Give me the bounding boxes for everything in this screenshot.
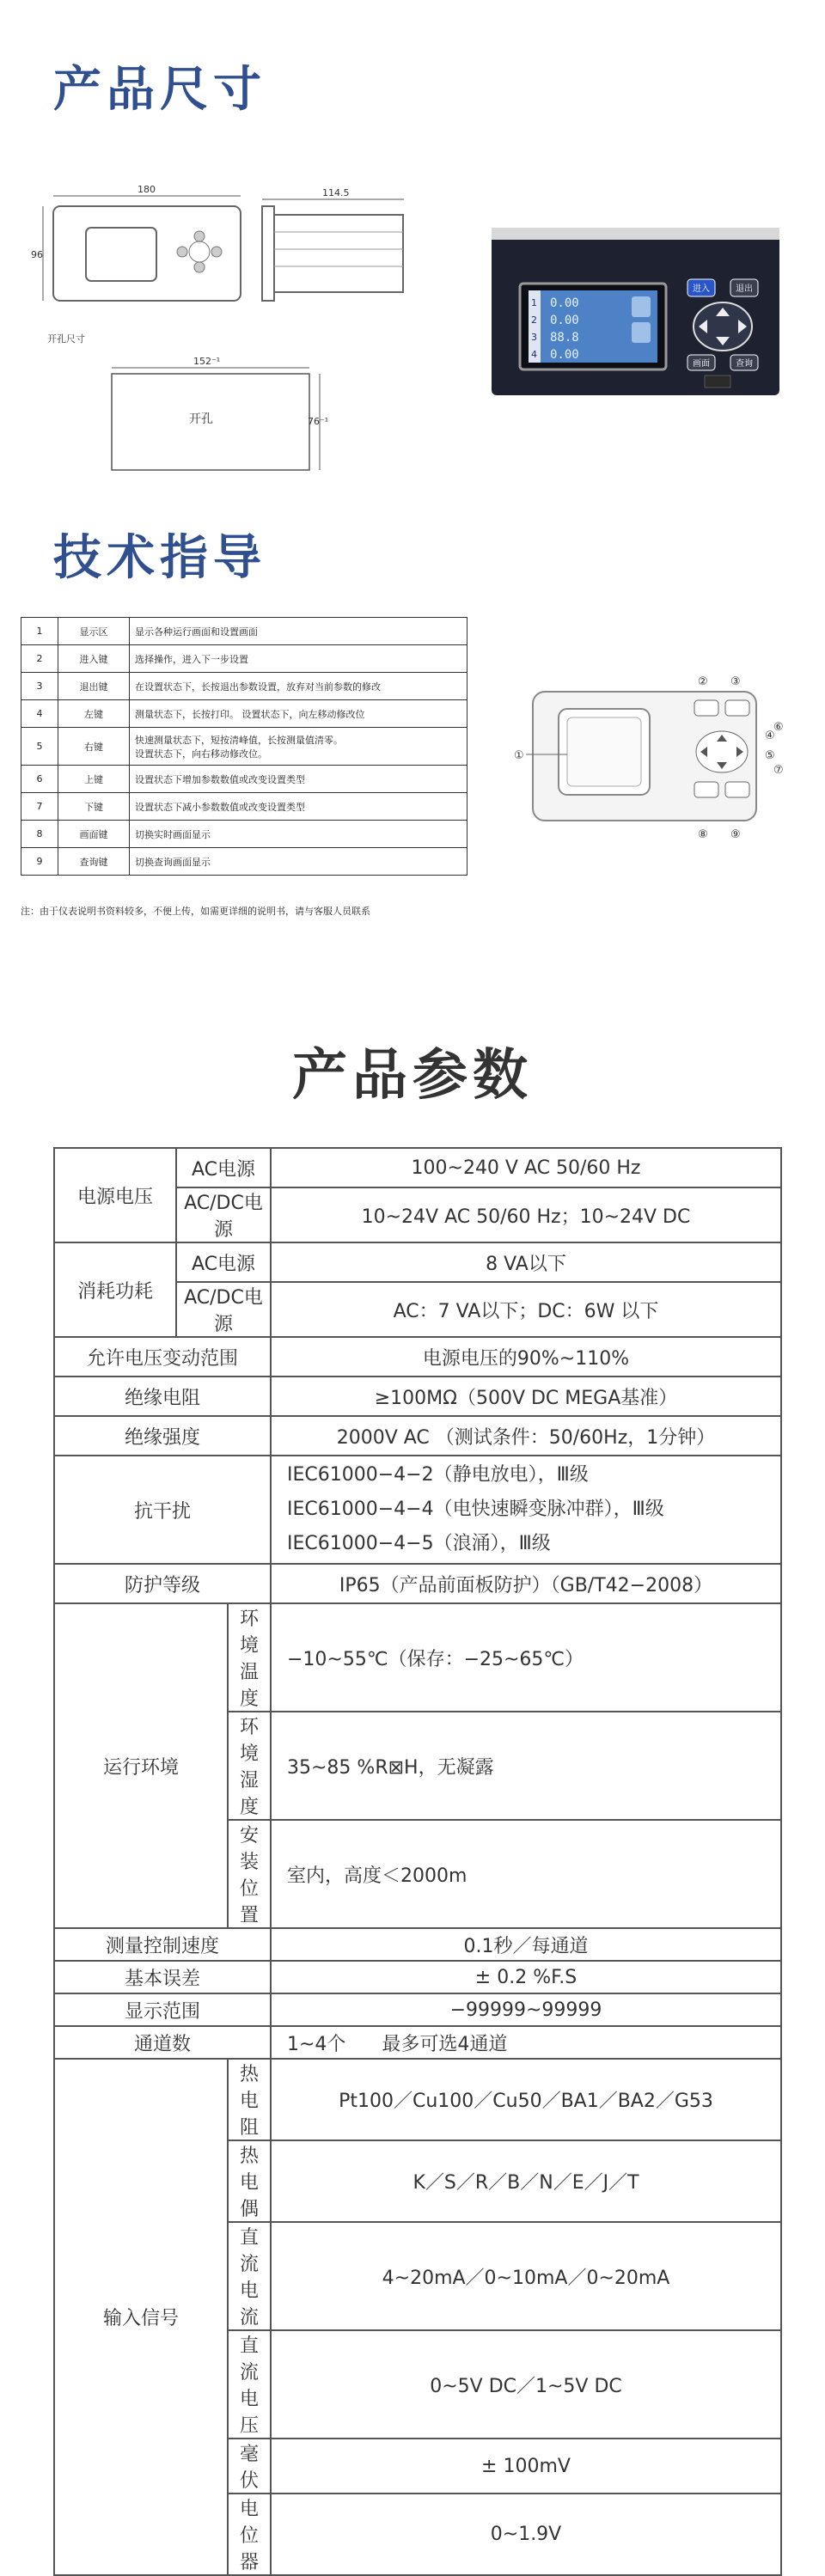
table-row: 通道数 1~4个 最多可选4通道 <box>54 2026 781 2059</box>
table-row: 毫伏 ± 100mV <box>54 2439 781 2494</box>
width-label: 180 <box>138 184 156 195</box>
table-row: 6 上键 设置状态下增加参数数值或改变设置类型 <box>21 766 468 793</box>
device-enter-button: 进入 <box>693 284 710 294</box>
depth-label: 114.5 <box>322 187 350 198</box>
cutout-text: 开孔 <box>189 412 213 426</box>
table-row: 运行环境 环境温度 −10~55℃（保存：−25~65℃） <box>54 1603 781 1712</box>
device-exit-button: 退出 <box>736 284 753 294</box>
table-row: 绝缘强度 2000V AC （测试条件：50/60Hz，1分钟） <box>54 1416 781 1456</box>
technical-guide-title: 技术指导 <box>53 530 266 586</box>
svg-text:0.00: 0.00 <box>550 296 579 310</box>
svg-text:4: 4 <box>531 349 537 360</box>
table-row: 环境湿度 35~85 %R⊠H，无凝露 <box>54 1712 781 1820</box>
callout-9: ⑨ <box>730 828 741 841</box>
table-row: 测量控制速度 0.1秒／每通道 <box>54 1928 781 1961</box>
table-row: 抗干扰 IEC61000−4−2（静电放电），Ⅲ级 IEC61000−4−4（电快速瞬变脉冲群），Ⅲ级 IEC61000−4−5（浪涌），Ⅲ级 <box>54 1456 781 1564</box>
svg-text:2: 2 <box>531 314 537 326</box>
table-row: 显示范围 −99999~99999 <box>54 1993 781 2026</box>
svg-text:0.00: 0.00 <box>550 348 579 362</box>
device-query-button: 查询 <box>736 359 753 369</box>
table-row: 热电偶 K／S／R／B／N／E／J／T <box>54 2140 781 2222</box>
svg-text:88.8: 88.8 <box>550 331 579 345</box>
cutout-width-label: 152⁻¹ <box>193 356 221 367</box>
key-function-table <box>21 617 468 876</box>
cutout-view <box>112 356 328 470</box>
table-row: 输入信号 热电阻 Pt100／Cu100／Cu50／BA1／BA2／G53 <box>54 2059 781 2140</box>
table-row: 直流电流 4~20mA／0~10mA／0~20mA <box>54 2222 781 2330</box>
product-size-title: 产品尺寸 <box>53 62 266 118</box>
svg-text:3: 3 <box>531 332 537 343</box>
table-row: AC/DC电源 10~24V AC 50/60 Hz；10~24V DC <box>54 1187 781 1242</box>
front-view <box>31 184 241 301</box>
table-row: 防护等级 IP65（产品前面板防护）（GB/T42−2008） <box>54 1564 781 1603</box>
table-row: 8 画面键 切换实时画面显示 <box>21 821 468 848</box>
cutout-height-label: 76⁻¹ <box>308 416 329 427</box>
table-row: 允许电压变动范围 电源电压的90%~110% <box>54 1337 781 1377</box>
svg-text:0.00: 0.00 <box>550 314 579 327</box>
table-row: 9 查询键 切换查询画面显示 <box>21 848 468 876</box>
cutout-title: 开孔尺寸 <box>47 333 85 345</box>
side-view <box>262 187 404 301</box>
table-row: 电源电压 AC电源 100~240 V AC 50/60 Hz <box>54 1148 781 1187</box>
table-row: 7 下键 设置状态下减小参数数值或改变设置类型 <box>21 793 468 821</box>
height-label: 96 <box>31 249 43 260</box>
product-params-table <box>53 1147 782 2576</box>
callout-2: ② <box>698 675 708 688</box>
table-row: 4 左键 测量状态下，长按打印。 设置状态下，向左移动修改位 <box>21 700 468 728</box>
callout-8: ⑧ <box>698 828 708 841</box>
table-row: 直流电压 0~5V DC／1~5V DC <box>54 2330 781 2439</box>
svg-text:1: 1 <box>531 297 537 308</box>
product-params-title: 产品参数 <box>292 1044 533 1108</box>
panel-callout-diagram <box>507 666 799 864</box>
table-row: 消耗功耗 AC电源 8 VA以下 <box>54 1242 781 1282</box>
device-photo <box>492 228 779 395</box>
table-row: 3 退出键 在设置状态下，长按退出参数设置，放弃对当前参数的修改 <box>21 673 468 700</box>
table-row: 基本误差 ± 0.2 %F.S <box>54 1961 781 1993</box>
table-row: 绝缘电阻 ≥100MΩ（500V DC MEGA基准） <box>54 1377 781 1416</box>
table-row: AC/DC电源 AC：7 VA以下；DC：6W 以下 <box>54 1282 781 1337</box>
callout-1: ① <box>514 749 524 762</box>
callout-4: ④ <box>765 729 775 742</box>
callout-7: ⑦ <box>773 764 784 777</box>
table-row: 安装位置 室内，高度＜2000m <box>54 1820 781 1928</box>
dimension-drawing <box>0 0 825 481</box>
table-row: 2 进入键 选择操作，进入下一步设置 <box>21 645 468 673</box>
callout-6: ⑥ <box>773 721 784 734</box>
callout-5: ⑤ <box>765 749 775 762</box>
table-row: 电位器 0~1.9V <box>54 2494 781 2575</box>
callout-3: ③ <box>730 675 741 688</box>
device-view-button: 画面 <box>693 359 710 369</box>
table-row: 1 显示区 显示各种运行画面和设置画面 <box>21 618 468 645</box>
table-row: 5 右键 快速测量状态下，短按清峰值，长按测量值清零。 设置状态下，向右移动修改位。 <box>21 728 468 766</box>
manual-note: 注：由于仪表说明书资料较多，不便上传，如需更详细的说明书，请与客服人员联系 <box>21 906 370 917</box>
